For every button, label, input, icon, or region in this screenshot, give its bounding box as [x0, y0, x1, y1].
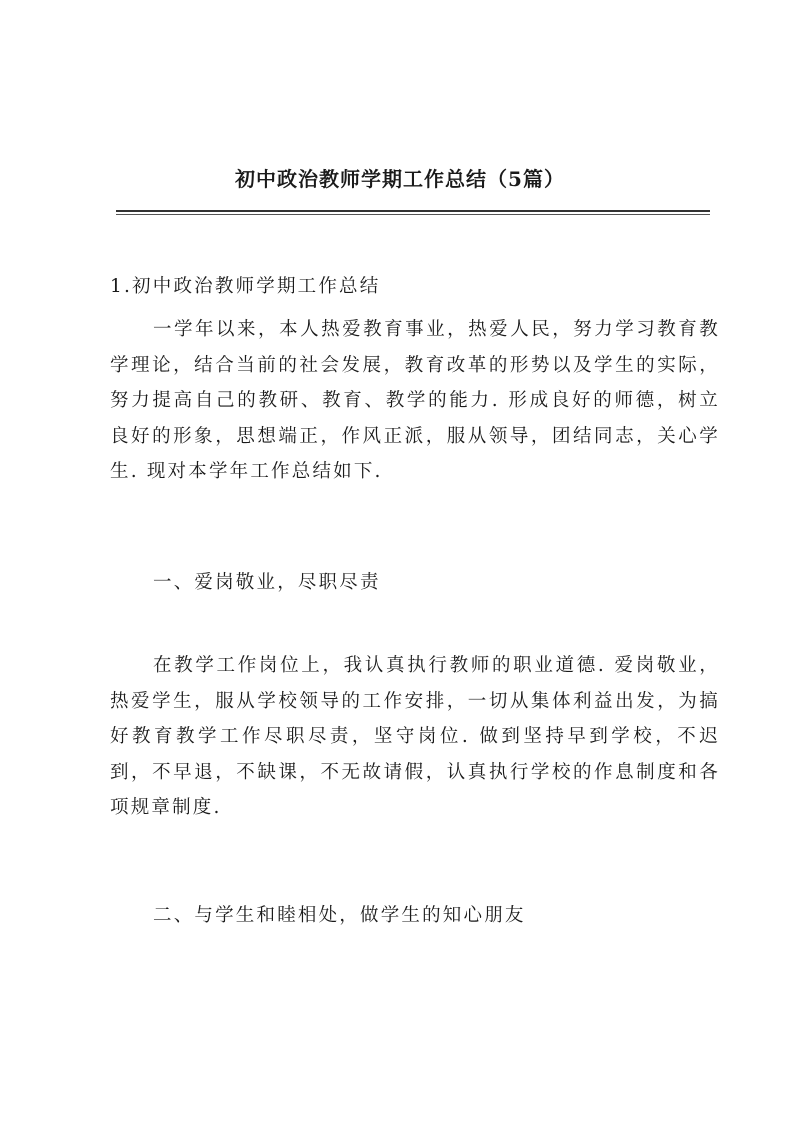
subheading-dedication: 一、爱岗敬业，尽职尽责	[153, 572, 381, 593]
section-heading: 1.初中政治教师学期工作总结	[110, 276, 381, 297]
intro-paragraph: 一学年以来，本人热爱教育事业，热爱人民，努力学习教育教学理论，结合当前的社会发展，教育改革的形势以及学生的实际，努力提高自己的教研、教育、教学的能力. 形成良好的师德，树立良好的形象，思想端正，作风正派，服从领导，团结同志，关心学生. 现对本学年工作总结如下.	[110, 319, 720, 482]
title-divider-thick	[116, 210, 710, 212]
title-divider-thin	[116, 214, 710, 215]
document-title: 初中政治教师学期工作总结（5篇）	[235, 167, 565, 191]
dedication-paragraph: 在教学工作岗位上，我认真执行教师的职业道德. 爱岗敬业，热爱学生，服从学校领导的工作安排，一切从集体利益出发，为搞好教育教学工作尽职尽责，坚守岗位. 做到坚持早到学校，不迟到，不早退，不缺课，不无故请假，认真执行学校的作息制度和各项规章制度.	[110, 655, 720, 818]
subheading-students: 二、与学生和睦相处，做学生的知心朋友	[153, 905, 526, 926]
